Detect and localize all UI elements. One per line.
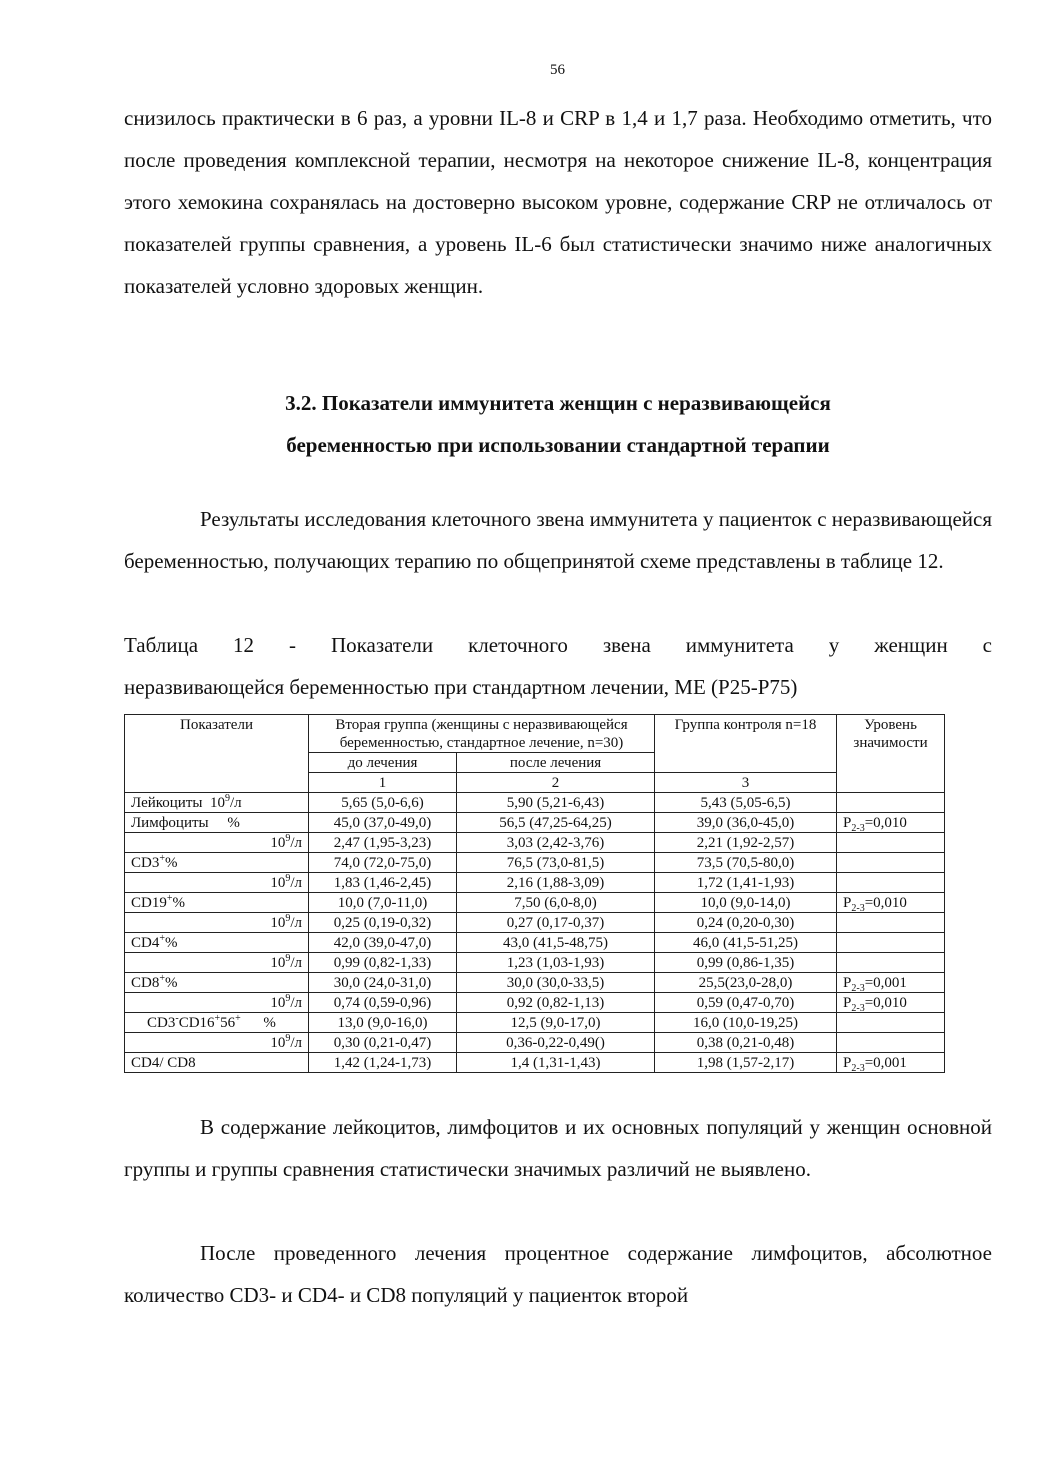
- row-label-sup: -: [175, 1013, 179, 1024]
- cell-control: 0,59 (0,47-0,70): [655, 993, 837, 1013]
- cell-control: 2,21 (1,92-2,57): [655, 833, 837, 853]
- row-label-sup: +: [159, 853, 165, 864]
- row-label: [125, 953, 309, 973]
- row-label-sup3: +: [235, 1013, 241, 1024]
- cell-significance: [837, 973, 945, 993]
- row-label-sup: 9: [224, 793, 230, 804]
- header-control: Группа контроля n=18: [655, 715, 837, 773]
- row-label-label: 10: [270, 955, 286, 971]
- section-heading-line-1: 3.2. Показатели иммунитета женщин с неразвивающейся: [285, 391, 831, 415]
- header-indicators: Показатели: [125, 715, 309, 793]
- row-label: [125, 853, 309, 873]
- p-value: =0,001: [864, 1055, 907, 1071]
- table-row: [125, 853, 945, 873]
- cell-significance: [837, 1013, 945, 1033]
- row-label: [125, 873, 309, 893]
- cell-significance: [837, 913, 945, 933]
- table-caption: [124, 624, 992, 708]
- cell-control: 46,0 (41,5-51,25): [655, 933, 837, 953]
- cell-significance: [837, 893, 945, 913]
- cell-significance: [837, 1053, 945, 1073]
- row-label-suffix: /л: [229, 795, 242, 811]
- header-group2: Вторая группа (женщины с неразвивающейся беременностью, стандартное лечение, n=30): [309, 715, 655, 753]
- row-label-label: 10: [270, 875, 286, 891]
- cell-before: 45,0 (37,0-49,0): [309, 813, 457, 833]
- cell-after: 7,50 (6,0-8,0): [457, 893, 655, 913]
- p-subscript: 2-3: [851, 1063, 865, 1074]
- cell-control: 0,24 (0,20-0,30): [655, 913, 837, 933]
- header-num-3: 3: [655, 773, 837, 793]
- row-label-suffix: /л: [290, 875, 302, 891]
- cell-after: 1,23 (1,03-1,93): [457, 953, 655, 973]
- page-number: 56: [550, 62, 565, 78]
- row-label-label: CD3: [147, 1015, 176, 1031]
- table-row: [125, 913, 945, 933]
- row-label: [125, 973, 309, 993]
- row-label-label: CD19: [131, 895, 167, 911]
- row-label-sup: +: [159, 973, 165, 984]
- row-label-sup: 9: [285, 1033, 291, 1044]
- table-row: [125, 953, 945, 973]
- cell-before: 0,30 (0,21-0,47): [309, 1033, 457, 1053]
- cell-control: 16,0 (10,0-19,25): [655, 1013, 837, 1033]
- cell-after: 1,4 (1,31-1,43): [457, 1053, 655, 1073]
- row-label-suffix2: 56: [220, 1015, 236, 1031]
- cell-before: 30,0 (24,0-31,0): [309, 973, 457, 993]
- header-num-2: 2: [457, 773, 655, 793]
- cell-significance: [837, 1033, 945, 1053]
- table-row: [125, 933, 945, 953]
- row-label-label: CD4/ CD8: [131, 1055, 196, 1071]
- row-label: [125, 913, 309, 933]
- row-label-suffix: /л: [290, 995, 302, 1011]
- row-label-sup: 9: [285, 993, 291, 1004]
- p-letter: P: [843, 895, 852, 911]
- cell-before: 2,47 (1,95-3,23): [309, 833, 457, 853]
- p-subscript: 2-3: [851, 1003, 865, 1014]
- cell-before: 42,0 (39,0-47,0): [309, 933, 457, 953]
- cell-significance: [837, 853, 945, 873]
- table-row: [125, 873, 945, 893]
- row-label: [125, 1013, 309, 1033]
- cell-before: 13,0 (9,0-16,0): [309, 1013, 457, 1033]
- row-label-label: 10: [270, 835, 286, 851]
- row-label-sup: 9: [285, 873, 291, 884]
- p-letter: P: [843, 975, 852, 991]
- row-label-label: 10: [270, 915, 286, 931]
- cell-after: 0,27 (0,17-0,37): [457, 913, 655, 933]
- row-label-suffix: /л: [290, 1035, 302, 1051]
- cell-before: 0,74 (0,59-0,96): [309, 993, 457, 1013]
- cell-before: 1,83 (1,46-2,45): [309, 873, 457, 893]
- row-label-suffix: %: [172, 895, 185, 911]
- table-row: [125, 1053, 945, 1073]
- cell-before: 5,65 (5,0-6,6): [309, 793, 457, 813]
- row-label-suffix: %: [164, 855, 178, 871]
- table-caption-line-2: неразвивающейся беременностью при стандартном лечении, МЕ (P25-P75): [124, 675, 798, 699]
- row-label: [125, 1053, 309, 1073]
- row-label-suffix3: %: [240, 1015, 276, 1031]
- table-row: [125, 893, 945, 913]
- cell-significance: [837, 793, 945, 813]
- header-before: до лечения: [309, 753, 457, 773]
- cell-control: 25,5(23,0-28,0): [655, 973, 837, 993]
- row-label-sup: +: [159, 933, 165, 944]
- table-row: [125, 1033, 945, 1053]
- row-label-label: CD8: [131, 975, 160, 991]
- results-paragraph: Результаты исследования клеточного звена иммунитета у пациенток с неразвивающейся беременностью, получающих терапию по общепринятой схеме представлены в таблице 12.: [124, 507, 992, 573]
- row-label-sup: +: [166, 893, 173, 904]
- cell-before: 10,0 (7,0-11,0): [309, 893, 457, 913]
- cell-control: 0,99 (0,86-1,35): [655, 953, 837, 973]
- row-label-label: 10: [270, 1035, 286, 1051]
- row-label-label: Лейкоциты 10: [131, 795, 225, 811]
- row-label: [125, 893, 309, 913]
- cell-control: 10,0 (9,0-14,0): [655, 893, 837, 913]
- cell-control: 1,72 (1,41-1,93): [655, 873, 837, 893]
- row-label: [125, 993, 309, 1013]
- intro-paragraph: снизилось практически в 6 раз, а уровни IL-8 и CRP в 1,4 и 1,7 раза. Необходимо отметить, что после проведения комплексной терапии, несмотря на некоторое снижение IL-8, концентрация этого хемокина сохранялась на достоверно высоком уровне, содержание CRP не отличалось от показателей группы сравнения, а уровень IL-6 был статистически значимо ниже аналогичных показателей условно здоровых женщин.: [124, 106, 992, 298]
- cell-after: 76,5 (73,0-81,5): [457, 853, 655, 873]
- row-label-suffix: CD16: [178, 1015, 215, 1031]
- cell-before: 1,42 (1,24-1,73): [309, 1053, 457, 1073]
- table-row: [125, 793, 945, 813]
- row-label: [125, 1033, 309, 1053]
- table-row: [125, 813, 945, 833]
- final-paragraph: После проведенного лечения процентное содержание лимфоцитов, абсолютное количество CD3- и CD4- и CD8 популяций у пациенток второй: [124, 1241, 992, 1307]
- row-label-sup: 9: [285, 913, 291, 924]
- row-label: [125, 793, 309, 813]
- row-label: [125, 933, 309, 953]
- p-letter: P: [843, 1055, 852, 1071]
- table-row: [125, 993, 945, 1013]
- table-caption-line-1: Таблица 12 - Показатели клеточного звена иммунитета у женщин с: [124, 633, 992, 657]
- cell-before: 0,25 (0,19-0,32): [309, 913, 457, 933]
- cell-significance: [837, 873, 945, 893]
- header-after: после лечения: [457, 753, 655, 773]
- cell-control: 73,5 (70,5-80,0): [655, 853, 837, 873]
- row-label-label: Лимфоциты %: [131, 815, 240, 831]
- header-num-1: 1: [309, 773, 457, 793]
- cell-after: 3,03 (2,42-3,76): [457, 833, 655, 853]
- table-row: [125, 1013, 945, 1033]
- p-subscript: 2-3: [851, 903, 865, 914]
- section-heading-line-2: беременностью при использовании стандартной терапии: [286, 433, 830, 457]
- cell-before: 74,0 (72,0-75,0): [309, 853, 457, 873]
- p-value: =0,010: [864, 995, 907, 1011]
- p-value: =0,001: [864, 975, 907, 991]
- p-letter: P: [843, 995, 852, 1011]
- row-label-suffix: %: [164, 975, 178, 991]
- header-significance: Уровень значимости: [837, 715, 945, 793]
- row-label-suffix: /л: [290, 915, 302, 931]
- immunity-table: [124, 714, 945, 1073]
- cell-significance: [837, 933, 945, 953]
- cell-after: 30,0 (30,0-33,5): [457, 973, 655, 993]
- cell-before: 0,99 (0,82-1,33): [309, 953, 457, 973]
- table-header-row: [125, 715, 945, 753]
- p-subscript: 2-3: [851, 983, 865, 994]
- row-label: [125, 833, 309, 853]
- cell-significance: [837, 813, 945, 833]
- row-label-label: CD4: [131, 935, 160, 951]
- cell-control: 0,38 (0,21-0,48): [655, 1033, 837, 1053]
- row-label: [125, 813, 309, 833]
- p-letter: P: [843, 815, 852, 831]
- cell-after: 0,92 (0,82-1,13): [457, 993, 655, 1013]
- p-value: =0,010: [864, 895, 907, 911]
- table-row: [125, 833, 945, 853]
- cell-significance: [837, 993, 945, 1013]
- cell-after: 56,5 (47,25-64,25): [457, 813, 655, 833]
- row-label-sup: 9: [285, 953, 291, 964]
- p-subscript: 2-3: [851, 823, 865, 834]
- row-label-sup: 9: [285, 833, 291, 844]
- cell-after: 0,36-0,22-0,49(): [457, 1033, 655, 1053]
- cell-control: 5,43 (5,05-6,5): [655, 793, 837, 813]
- cell-after: 2,16 (1,88-3,09): [457, 873, 655, 893]
- cell-control: 1,98 (1,57-2,17): [655, 1053, 837, 1073]
- cell-significance: [837, 953, 945, 973]
- row-label-suffix: %: [164, 935, 178, 951]
- cell-after: 5,90 (5,21-6,43): [457, 793, 655, 813]
- after-table-paragraph: В содержание лейкоцитов, лимфоцитов и их основных популяций у женщин основной группы и группы сравнения статистически значимых различий не выявлено.: [124, 1115, 992, 1181]
- row-label-label: 10: [270, 995, 286, 1011]
- cell-after: 12,5 (9,0-17,0): [457, 1013, 655, 1033]
- row-label-label: CD3: [131, 855, 160, 871]
- row-label-suffix: /л: [290, 835, 302, 851]
- row-label-sup2: +: [214, 1013, 221, 1024]
- row-label-suffix: /л: [290, 955, 302, 971]
- cell-significance: [837, 833, 945, 853]
- cell-after: 43,0 (41,5-48,75): [457, 933, 655, 953]
- cell-control: 39,0 (36,0-45,0): [655, 813, 837, 833]
- table-row: [125, 973, 945, 993]
- p-value: =0,010: [864, 815, 907, 831]
